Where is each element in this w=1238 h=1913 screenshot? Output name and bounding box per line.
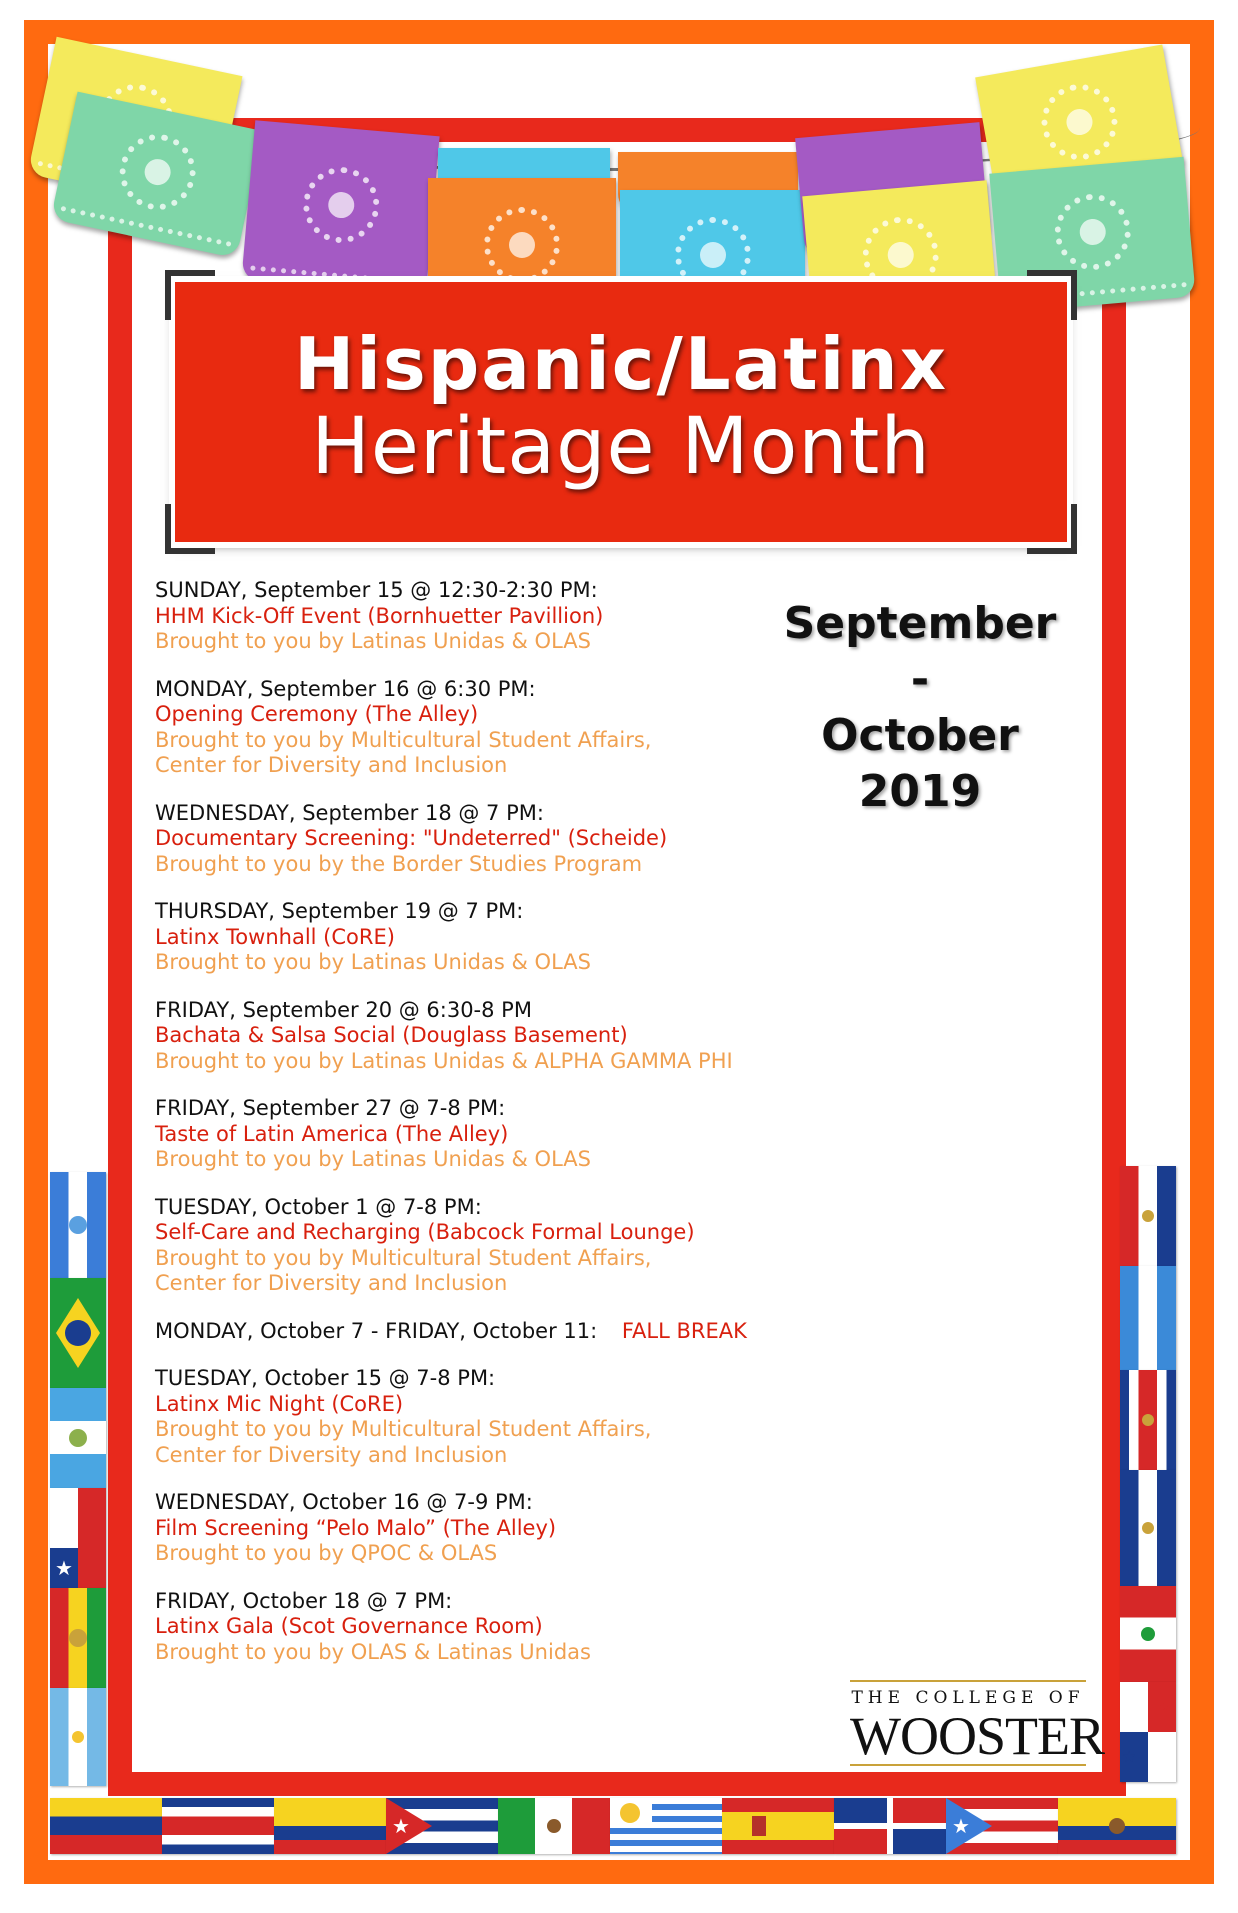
flag-bolivia [50,1588,106,1688]
flag-chile: ★ [50,1488,106,1588]
event-item [155,1195,855,1297]
event-title: Documentary Screening: "Undeterred" (Scheide) [155,826,668,850]
event-organizers: Brought to you by the Border Studies Program [155,851,643,876]
event-title: Latinx Townhall (CoRE) [155,924,395,949]
event-title: Taste of Latin America (The Alley) [155,1121,509,1146]
banner-title-line2: Heritage Month [311,402,931,492]
flag-uruguay [610,1798,722,1854]
fall-break-label: FALL BREAK [621,1318,747,1343]
event-day: MONDAY, September 16 @ 6:30 PM: [155,676,536,701]
flag-colombia [274,1798,386,1854]
event-day: SUNDAY, September 15 @ 12:30-2:30 PM: [155,578,598,602]
event-organizers: Brought to you by Latinas Unidas & OLAS [155,950,591,974]
flag-mexico [498,1798,610,1854]
event-day: FRIDAY, September 20 @ 6:30-8 PM [155,997,532,1022]
event-title: Opening Ceremony (The Alley) [155,702,479,726]
event-title: Bachata & Salsa Social (Douglass Basement) [155,1023,628,1047]
flag-venezuela [50,1798,162,1854]
event-title: Self-Care and Recharging (Babcock Formal Lounge) [155,1220,695,1244]
event-day: FRIDAY, September 27 @ 7-8 PM: [155,1096,506,1120]
event-organizers: Brought to you by Multicultural Student Affairs, [155,1417,652,1441]
date-range-line3: 2019 [858,766,982,817]
flag-panama: ★ ★ [1120,1682,1176,1782]
event-organizers: Brought to you by Latinas Unidas & ALPHA GAMMA PHI [155,1048,733,1073]
event-day: WEDNESDAY, September 18 @ 7 PM: [155,800,544,825]
banner-corner [1027,504,1077,554]
event-organizers: Brought to you by Latinas Unidas & OLAS [155,1147,591,1171]
flag-costa-rica [162,1798,274,1854]
flag-guatemala [50,1388,106,1488]
logo-wordmark: WOOSTER [850,1706,1104,1766]
event-organizers: Brought to you by Multicultural Student Affairs, [155,727,652,752]
flag-peru [1120,1586,1176,1682]
event-organizers: Brought to you by OLAS & Latinas Unidas [155,1639,591,1664]
events-list [155,578,855,1687]
date-range-line2: October [821,710,1019,761]
event-title: Latinx Mic Night (CoRE) [155,1391,404,1416]
event-organizers: Center for Diversity and Inclusion [155,1271,508,1295]
banner-corner [165,270,215,320]
event-item [155,1366,855,1468]
event-day: FRIDAY, October 18 @ 7 PM: [155,1588,453,1613]
event-title: Latinx Gala (Scot Governance Room) [155,1614,543,1638]
banner-title-line1: Hispanic/Latinx [293,322,949,406]
flag-honduras [1120,1266,1176,1370]
event-organizers: Brought to you by Latinas Unidas & OLAS [155,629,591,653]
banner-corner [1027,270,1077,320]
flag-spain [722,1798,834,1854]
title-banner [175,282,1067,542]
event-item [155,801,855,878]
event-organizers: Center for Diversity and Inclusion [155,753,508,777]
event-day: THURSDAY, September 19 @ 7 PM: [155,899,524,923]
papel-picado-flag [241,120,439,296]
flag-brazil [50,1278,106,1388]
flag-el-salvador [1120,1470,1176,1586]
flag-costa-rica [1120,1370,1176,1470]
event-day: TUESDAY, October 1 @ 7-8 PM: [155,1194,482,1219]
event-day: TUESDAY, October 15 @ 7-8 PM: [155,1366,496,1390]
event-item [155,899,855,976]
logo-top-line: THE COLLEGE OF [850,1680,1086,1708]
event-item [155,1490,855,1567]
date-range-line1: September - [783,598,1057,705]
flag-nicaragua [50,1172,106,1278]
event-title: Film Screening “Pelo Malo” (The Alley) [155,1515,557,1540]
event-item [155,1589,855,1666]
flag-puerto-rico: ★ [946,1798,1058,1854]
event-day: WEDNESDAY, October 16 @ 7-9 PM: [155,1490,533,1514]
event-item [155,1096,855,1173]
event-organizers: Brought to you by Multicultural Student Affairs, [155,1245,652,1270]
fall-break-dates: MONDAY, October 7 - FRIDAY, October 11: [155,1318,598,1343]
flag-dominican-republic [834,1798,946,1854]
flag-paraguay [1120,1166,1176,1266]
banner-corner [165,504,215,554]
flag-argentina [50,1688,106,1786]
college-logo [850,1680,1104,1766]
event-item [155,578,855,655]
event-organizers: Brought to you by QPOC & OLAS [155,1541,498,1565]
event-item [155,677,855,779]
event-item [155,998,855,1075]
event-organizers: Center for Diversity and Inclusion [155,1442,508,1467]
flag-ecuador [1058,1798,1176,1854]
flag-cuba: ★ [386,1798,498,1854]
fall-break-row [155,1319,855,1345]
event-title: HHM Kick-Off Event (Bornhuetter Pavillion) [155,603,604,628]
